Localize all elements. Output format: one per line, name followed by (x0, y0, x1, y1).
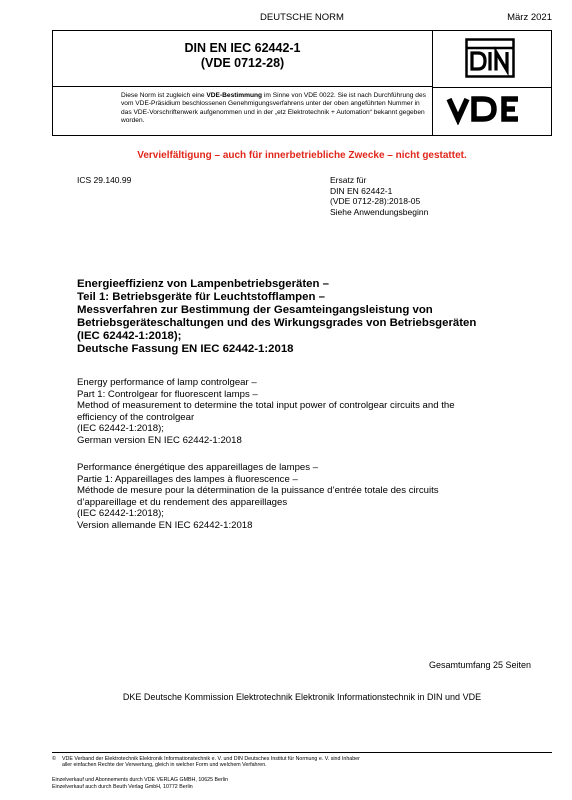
title-box-logos (433, 31, 551, 135)
publication-date: März 2021 (507, 12, 552, 23)
english-title-line: Part 1: Controlgear for fluorescent lamps – (77, 388, 258, 400)
french-title-line: Méthode de mesure pour la détermination de la puissance d’entrée totale des circuits (77, 485, 439, 497)
norm-number: DIN EN IEC 62442-1 (184, 41, 301, 55)
vde-note-prefix: Diese Norm ist zugleich eine (121, 92, 207, 99)
title-box-left (53, 31, 433, 135)
vde-classification: (VDE 0712-28) (200, 56, 285, 70)
english-title-line: Energy performance of lamp controlgear – (77, 377, 257, 388)
english-title-line: (IEC 62442-1:2018); (77, 423, 164, 435)
page-header (52, 12, 552, 26)
german-title-line: Messverfahren zur Bestimmung der Gesamteingangsleistung von (77, 304, 433, 316)
german-title-line: Betriebsgeräteschaltungen und des Wirkungsgrades von Betriebsgeräten (77, 317, 477, 329)
reproduction-warning: Vervielfältigung – auch für innerbetriebliche Zwecke – nicht gestattet. (137, 150, 467, 161)
replacement-info (330, 175, 428, 217)
english-title (77, 377, 547, 447)
english-title-line: German version EN IEC 62442-1:2018 (77, 434, 242, 446)
german-title-line: Deutsche Fassung EN IEC 62442-1:2018 (77, 343, 294, 355)
vde-note-bold: VDE-Bestimmung (206, 92, 263, 99)
copyright-symbol: © (52, 756, 56, 762)
english-title-line: efficiency of the controlgear (77, 411, 195, 423)
french-title-line: Partie 1: Appareillages des lampes à fluorescence – (77, 473, 298, 485)
french-title-line: Version allemande EN IEC 62442-1:2018 (77, 519, 253, 531)
replacement-line: (VDE 0712-28):2018-05 (330, 196, 421, 206)
french-title-line: d’appareillage et du rendement des appareillages (77, 496, 288, 508)
vde-note-rest: im Sinne von VDE 0022. Sie ist nach Durchführung des vom VDE-Präsidium beschlossenen Genehmigungsverfahrens unter der oben angeführten Nummer in das VDE-Vorschriftenwerk aufgenommen und in der „etz Elektrotechnik + Automation“ bekannt gegeben worden. (121, 92, 426, 125)
norm-designation (53, 31, 432, 87)
sales-line: Einzelverkauf auch durch Beuth Verlag GmbH, 10772 Berlin (52, 783, 193, 790)
page-count: Gesamtumfang 25 Seiten (428, 660, 531, 670)
replacement-line: Ersatz für (330, 175, 367, 185)
copyright-line: VDE Verband der Elektrotechnik Elektronik Informationstechnik e. V. und DIN Deutsches Institut für Normung e. V. sind Inhaber (62, 756, 360, 762)
german-title-line: Teil 1: Betriebsgeräte für Leuchtstofflampen – (77, 291, 325, 303)
sales-line: Einzelverkauf und Abonnements durch VDE VERLAG GMBH, 10625 Berlin (52, 777, 229, 783)
german-title-line: Energieeffizienz von Lampenbetriebsgeräten – (77, 278, 329, 290)
english-title-line: Method of measurement to determine the total input power of controlgear circuits and the (77, 400, 455, 412)
vde-note (53, 88, 432, 135)
din-logo (465, 38, 515, 78)
french-title (77, 462, 547, 532)
french-title-line: Performance énergétique des appareillages de lampes – (77, 462, 319, 473)
replacement-line: Siehe Anwendungsbeginn (330, 206, 429, 217)
german-title (77, 278, 547, 356)
title-box (52, 30, 552, 136)
document-type: DEUTSCHE NORM (260, 12, 344, 23)
vde-logo (443, 93, 543, 125)
logo-divider (433, 87, 551, 88)
footer-divider (52, 752, 552, 753)
sales-info (52, 777, 552, 790)
ics-code: ICS 29.140.99 (77, 175, 132, 185)
french-title-line: (IEC 62442-1:2018); (77, 508, 164, 520)
copyright-notice (52, 756, 552, 769)
copyright-line: aller einfachen Rechte der Verwertung, gleich in welcher Form und welchem Verfahren. (62, 762, 267, 769)
replacement-line: DIN EN 62442-1 (330, 185, 393, 196)
dke-committee: DKE Deutsche Kommission Elektrotechnik Elektronik Informationstechnik in DIN und VDE (122, 692, 482, 702)
german-title-line: (IEC 62442-1:2018); (77, 330, 182, 342)
